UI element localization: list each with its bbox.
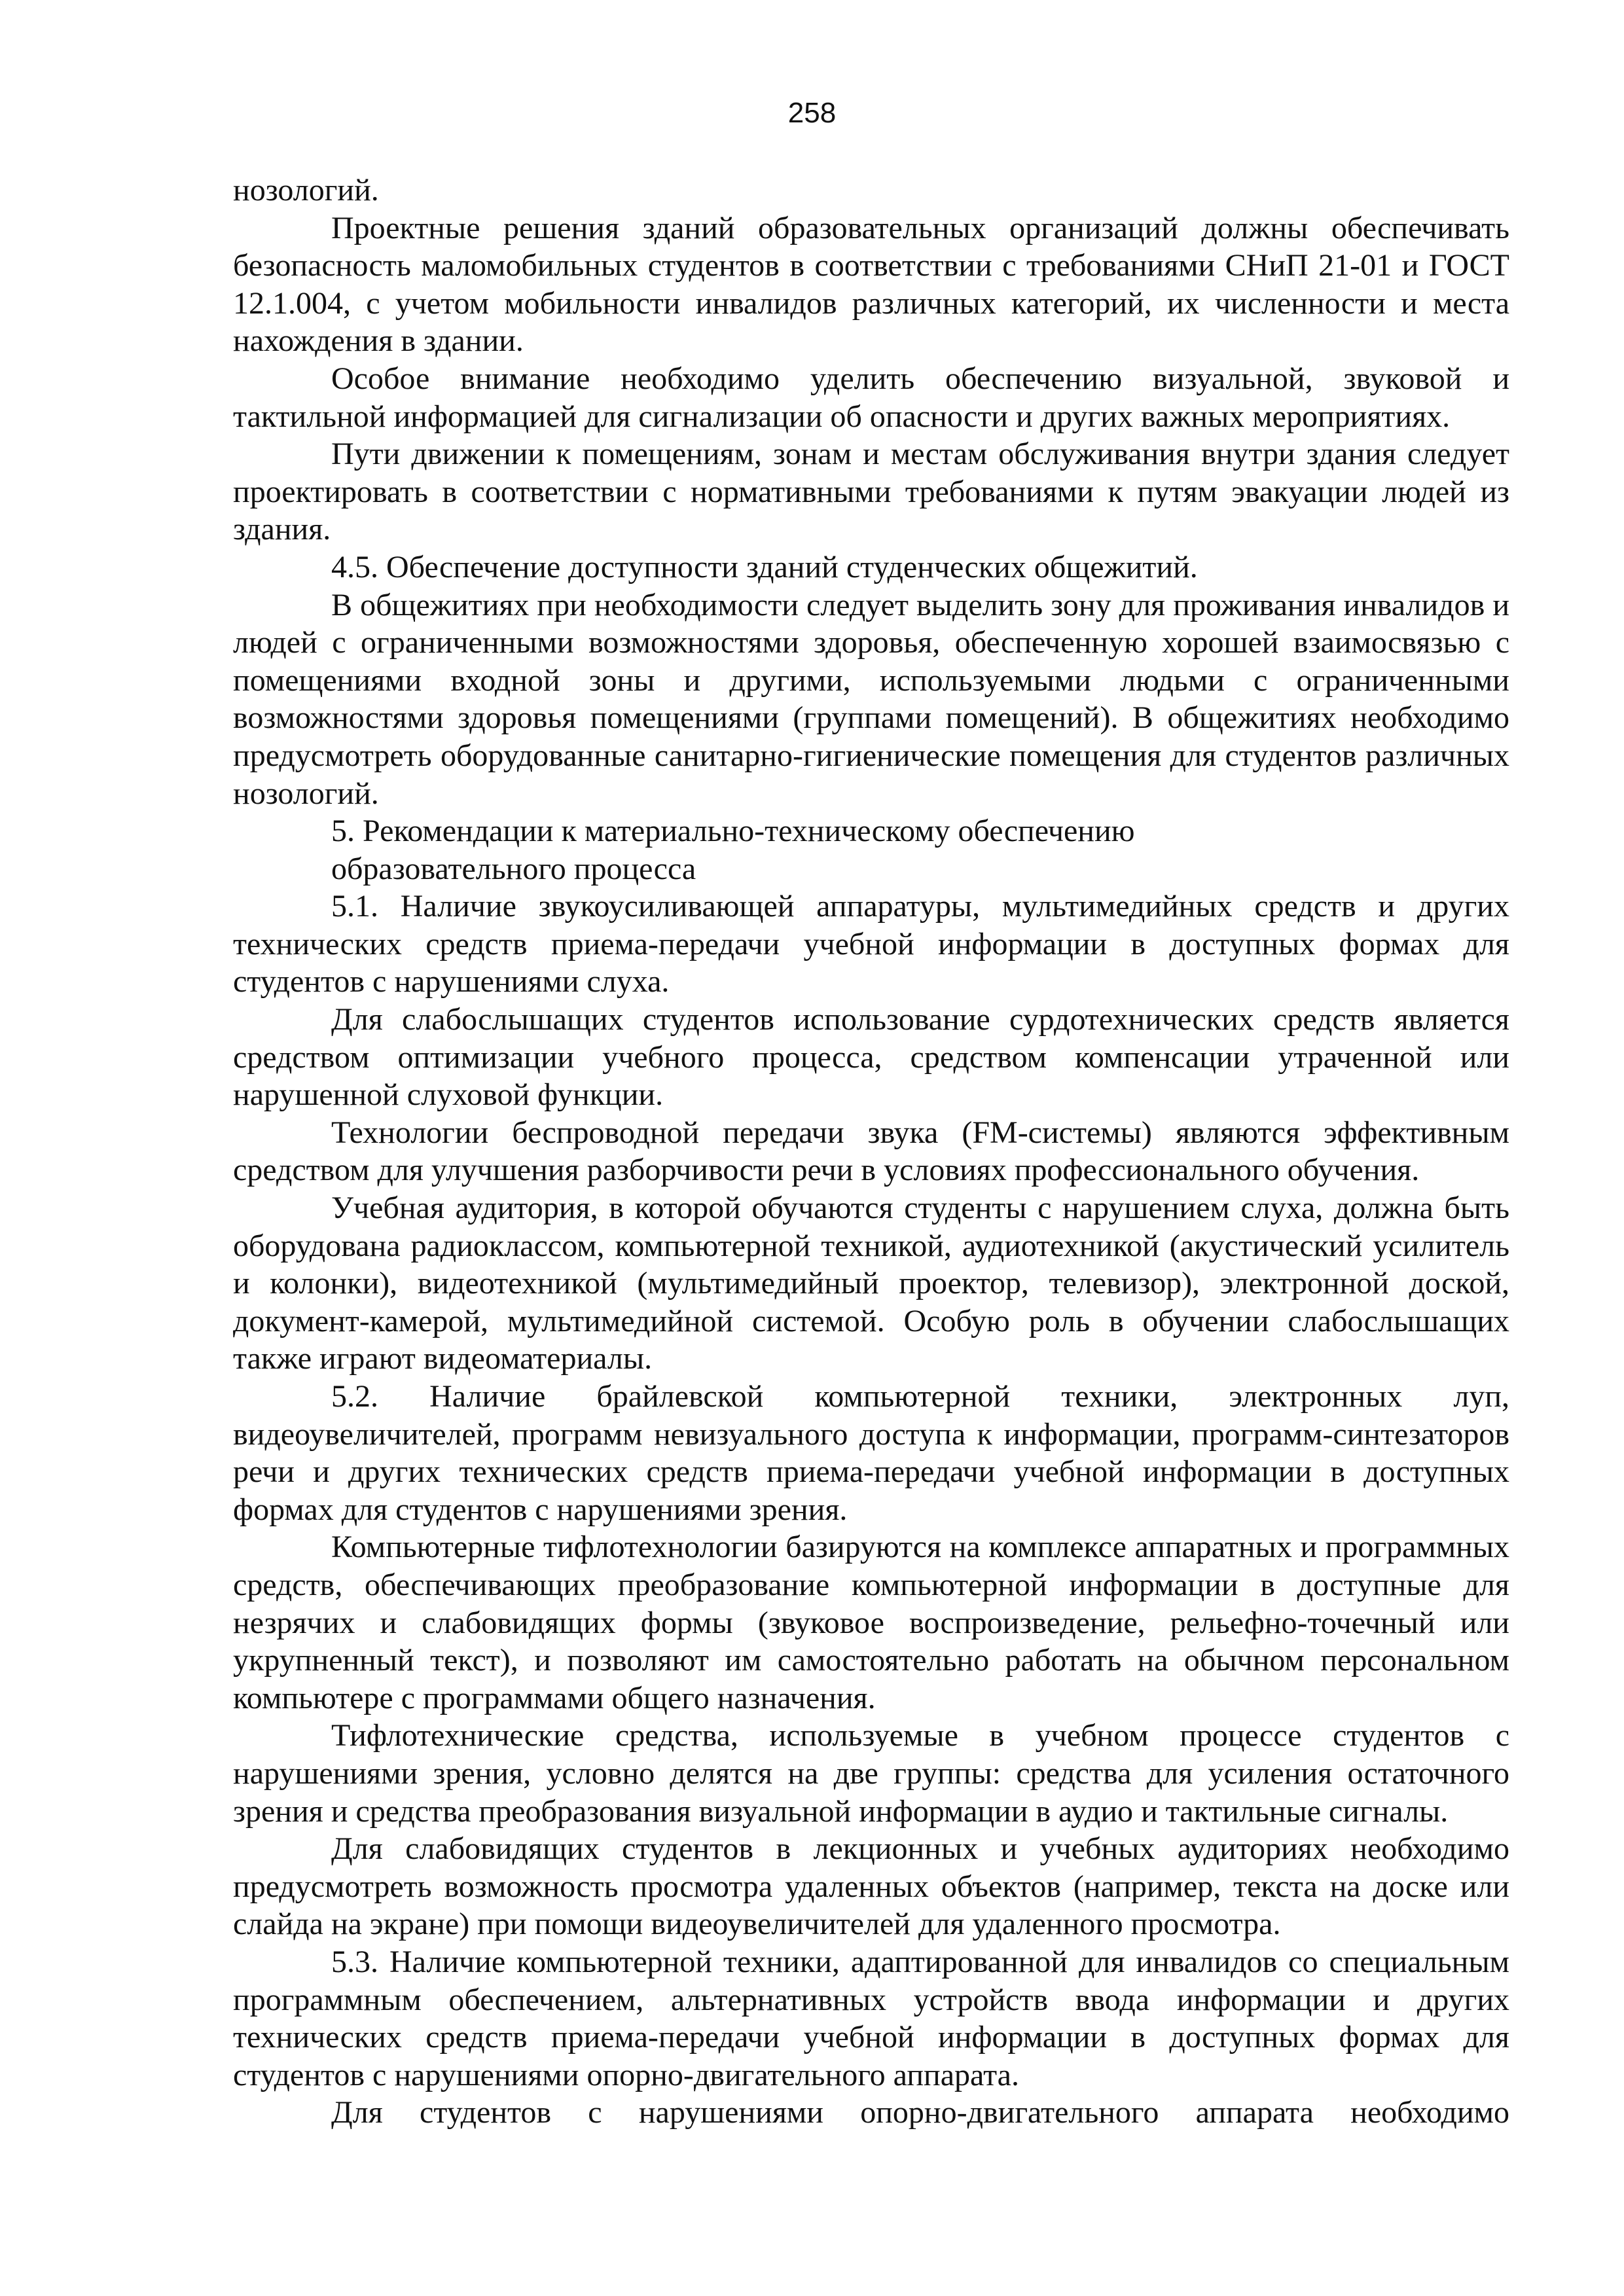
paragraph-5-3: 5.3. Наличие компьютерной техники, адаптированной для инвалидов со специальным программным обеспечением, альтернативных устройств ввода информации и других технических средств приема-передачи учебной информации в доступных формах для студентов с нарушениями опорно-двигательного аппарата.	[233, 1944, 1509, 2092]
paragraph-tiflotechnology: Компьютерные тифлотехнологии базируются на комплексе аппаратных и программных средств, обеспечивающих преобразование компьютерной информации в доступные для незрячих и слабовидящих формы (звуковое воспроизведение, рельефно-точечный или укрупненный текст), и позволяют им самостоятельно работать на обычном персональном компьютере с программами общего назначения.	[233, 1530, 1509, 1715]
paragraph-continuation: нозологий.	[233, 173, 379, 207]
paragraph-musculoskeletal: Для студентов с нарушениями опорно-двигательного аппарата необходимо	[331, 2095, 1509, 2130]
paragraph-dormitories: В общежитиях при необходимости следует выделить зону для проживания инвалидов и людей с ограниченными возможностями здоровья, обеспеченную хорошей взаимосвязью с помещениями входной зоны и другими, используемыми людьми с ограниченными возможностями здоровья помещениями (группами помещений). В общежитиях необходимо предусмотреть оборудованные санитарно-гигиенические помещения для студентов различных нозологий.	[233, 587, 1509, 811]
section-heading-4-5: 4.5. Обеспечение доступности зданий студенческих общежитий.	[331, 549, 1198, 584]
paragraph-5-2: 5.2. Наличие брайлевской компьютерной техники, электронных луп, видеоувеличителей, программ невизуального доступа к информации, программ-синтезаторов речи и других технических средств приема-передачи учебной информации в доступных формах для студентов с нарушениями зрения.	[233, 1379, 1509, 1527]
paragraph-classroom-equipment: Учебная аудитория, в которой обучаются студенты с нарушением слуха, должна быть оборудована радиоклассом, компьютерной техникой, аудиотехникой (акустический усилитель и колонки), видеотехникой (мультимедийный проектор, телевизор), электронной доской, документ-камерой, мультимедийной системой. Особую роль в обучении слабослышащих также играют видеоматериалы.	[233, 1191, 1509, 1376]
section-heading-5: 5. Рекомендации к материально-техническому обеспечению	[331, 814, 1135, 849]
paragraph-fm-systems: Технологии беспроводной передачи звука (FM-системы) являются эффективным средством для улучшения разборчивости речи в условиях профессионального обучения.	[233, 1115, 1509, 1188]
paragraph-movement-paths: Пути движении к помещениям, зонам и местам обслуживания внутри здания следует проектировать в соответствии с нормативными требованиями к путям эвакуации людей из здания.	[233, 437, 1509, 547]
paragraph-design-solutions: Проектные решения зданий образовательных организаций должны обеспечивать безопасность маломобильных студентов в соответствии с требованиями СНиП 21-01 и ГОСТ 12.1.004, с учетом мобильности инвалидов различных категорий, их численности и места нахождения в здании.	[233, 210, 1509, 359]
paragraph-5-1: 5.1. Наличие звукоусиливающей аппаратуры, мультимедийных средств и других технических средств приема-передачи учебной информации в доступных формах для студентов с нарушениями слуха.	[233, 889, 1509, 999]
section-heading-5-continued: образовательного процесса	[331, 851, 696, 886]
paragraph-signal-information: Особое внимание необходимо уделить обеспечению визуальной, звуковой и тактильной информацией для сигнализации об опасности и других важных мероприятиях.	[233, 361, 1509, 434]
paragraph-low-vision-students: Для слабовидящих студентов в лекционных и учебных аудиториях необходимо предусмотреть возможность просмотра удаленных объектов (например, текста на доске или слайда на экране) при помощи видеоувеличителей для удаленного просмотра.	[233, 1831, 1509, 1942]
paragraph-tiflotechnical-means: Тифлотехнические средства, используемые в учебном процессе студентов с нарушениями зрения, условно делятся на две группы: средства для усиления остаточного зрения и средства преобразования визуальной информации в аудио и тактильные сигналы.	[233, 1718, 1509, 1829]
page-number: 258	[787, 97, 837, 129]
document-body	[233, 171, 1509, 2132]
paragraph-hearing-aids: Для слабослышащих студентов использование сурдотехнических средств является средством оптимизации учебного процесса, средством компенсации утраченной или нарушенной слуховой функции.	[233, 1002, 1509, 1113]
